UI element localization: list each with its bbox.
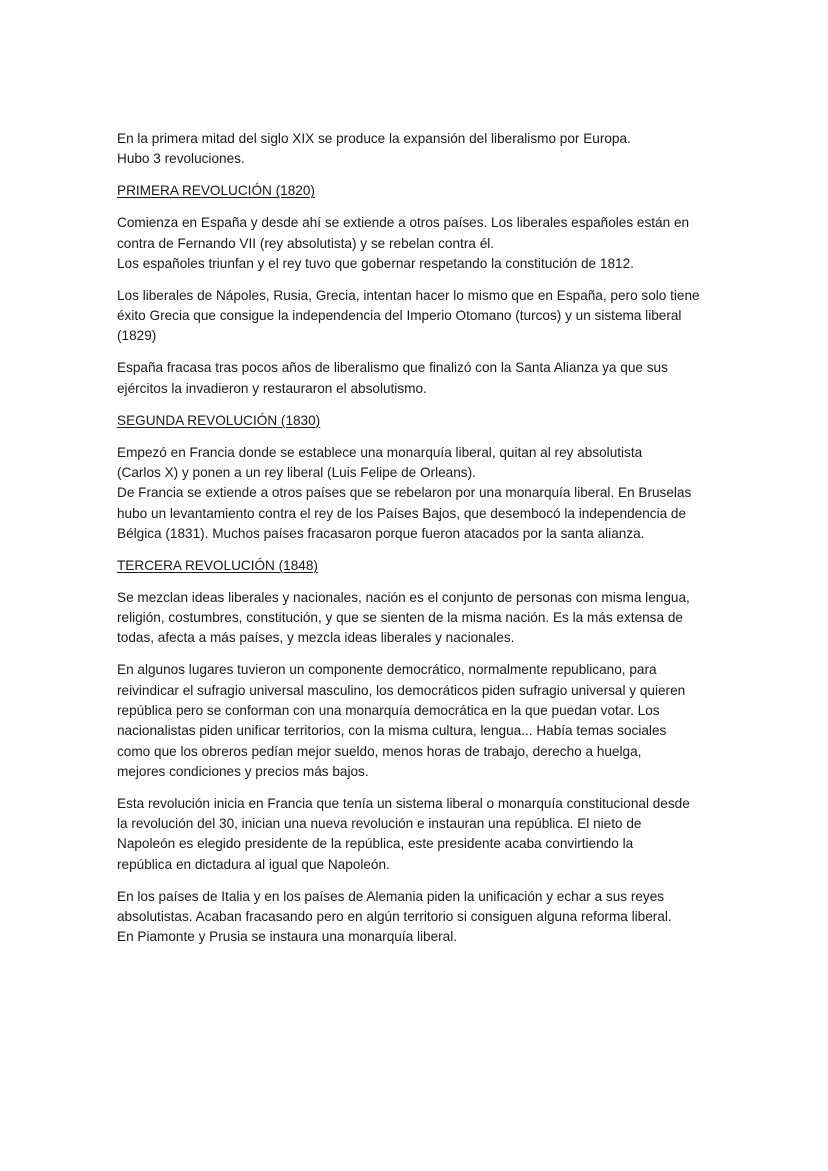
- text-line: Los liberales de Nápoles, Rusia, Grecia, intentan hacer lo mismo que en España, pero solo tiene: [117, 287, 700, 303]
- paragraph: [117, 213, 719, 274]
- text-line: la revolución del 30, inician una nueva revolución e instauran una república. El nieto de: [117, 816, 642, 832]
- section-heading-primera: PRIMERA REVOLUCIÓN (1820): [117, 183, 315, 199]
- paragraph: [117, 660, 719, 782]
- text-line: contra de Fernando VII (rey absolutista) y se rebelan contra él.: [117, 235, 495, 251]
- text-line: (1829): [117, 328, 157, 344]
- text-line: Esta revolución inicia en Francia que tenía un sistema liberal o monarquía constitucional desde: [117, 795, 690, 811]
- text-line: Hubo 3 revoluciones.: [117, 151, 245, 167]
- text-line: absolutistas. Acaban fracasando pero en algún territorio si consiguen alguna reforma liberal.: [117, 909, 672, 925]
- text-line: éxito Grecia que consigue la independencia del Imperio Otomano (turcos) y un sistema liberal: [117, 308, 682, 324]
- text-line: En Piamonte y Prusia se instaura una monarquía liberal.: [117, 929, 458, 945]
- text-line: En algunos lugares tuvieron un componente democrático, normalmente republicano, para: [117, 662, 657, 678]
- paragraph: [117, 286, 719, 347]
- text-line: Los españoles triunfan y el rey tuvo que gobernar respetando la constitución de 1812.: [117, 255, 634, 271]
- intro-paragraph: [117, 129, 719, 170]
- text-line: mejores condiciones y precios más bajos.: [117, 763, 369, 779]
- paragraph: [117, 887, 719, 948]
- paragraph: [117, 443, 719, 544]
- text-line: Napoleón es elegido presidente de la república, este presidente acaba convirtiendo la: [117, 836, 634, 852]
- text-line: Empezó en Francia donde se establece una monarquía liberal, quitan al rey absolutista: [117, 444, 643, 460]
- text-line: España fracasa tras pocos años de liberalismo que finalizó con la Santa Alianza ya que sus: [117, 360, 668, 376]
- text-line: religión, costumbres, constitución, y que se sienten de la misma nación. Es la más extensa de: [117, 610, 683, 626]
- text-line: Bélgica (1831). Muchos países fracasaron porque fueron atacados por la santa alianza.: [117, 525, 645, 541]
- section-heading-tercera: TERCERA REVOLUCIÓN (1848): [117, 557, 318, 573]
- text-line: En los países de Italia y en los países de Alemania piden la unificación y echar a sus reyes: [117, 888, 665, 904]
- text-line: hubo un levantamiento contra el rey de los Países Bajos, que desembocó la independencia de: [117, 505, 687, 521]
- text-line: como que los obreros pedían mejor sueldo, menos horas de trabajo, derecho a huelga,: [117, 743, 642, 759]
- text-line: nacionalistas piden unificar territorios, con la misma cultura, lengua... Había temas sociales: [117, 723, 667, 739]
- paragraph: [117, 794, 719, 875]
- document-page: [117, 129, 719, 959]
- text-line: todas, afecta a más países, y mezcla ideas liberales y nacionales.: [117, 630, 515, 646]
- text-line: Se mezclan ideas liberales y nacionales, nación es el conjunto de personas con misma lengua,: [117, 589, 690, 605]
- section-heading-segunda: SEGUNDA REVOLUCIÓN (1830): [117, 412, 321, 428]
- paragraph: [117, 588, 719, 649]
- text-line: Comienza en España y desde ahí se extiende a otros países. Los liberales españoles están en: [117, 215, 690, 231]
- paragraph: [117, 358, 719, 399]
- text-line: ejércitos la invadieron y restauraron el absolutismo.: [117, 380, 427, 396]
- text-line: De Francia se extiende a otros países que se rebelaron por una monarquía liberal. En Bruselas: [117, 485, 692, 501]
- text-line: república en dictadura al igual que Napoleón.: [117, 856, 390, 872]
- text-line: república pero se conforman con una monarquía democrática en la que puedan votar. Los: [117, 703, 660, 719]
- text-line: reivindicar el sufragio universal masculino, los democráticos piden sufragio universal y quieren: [117, 682, 686, 698]
- text-line: (Carlos X) y ponen a un rey liberal (Luis Felipe de Orleans).: [117, 464, 476, 480]
- text-line: En la primera mitad del siglo XIX se produce la expansión del liberalismo por Europa.: [117, 131, 631, 146]
